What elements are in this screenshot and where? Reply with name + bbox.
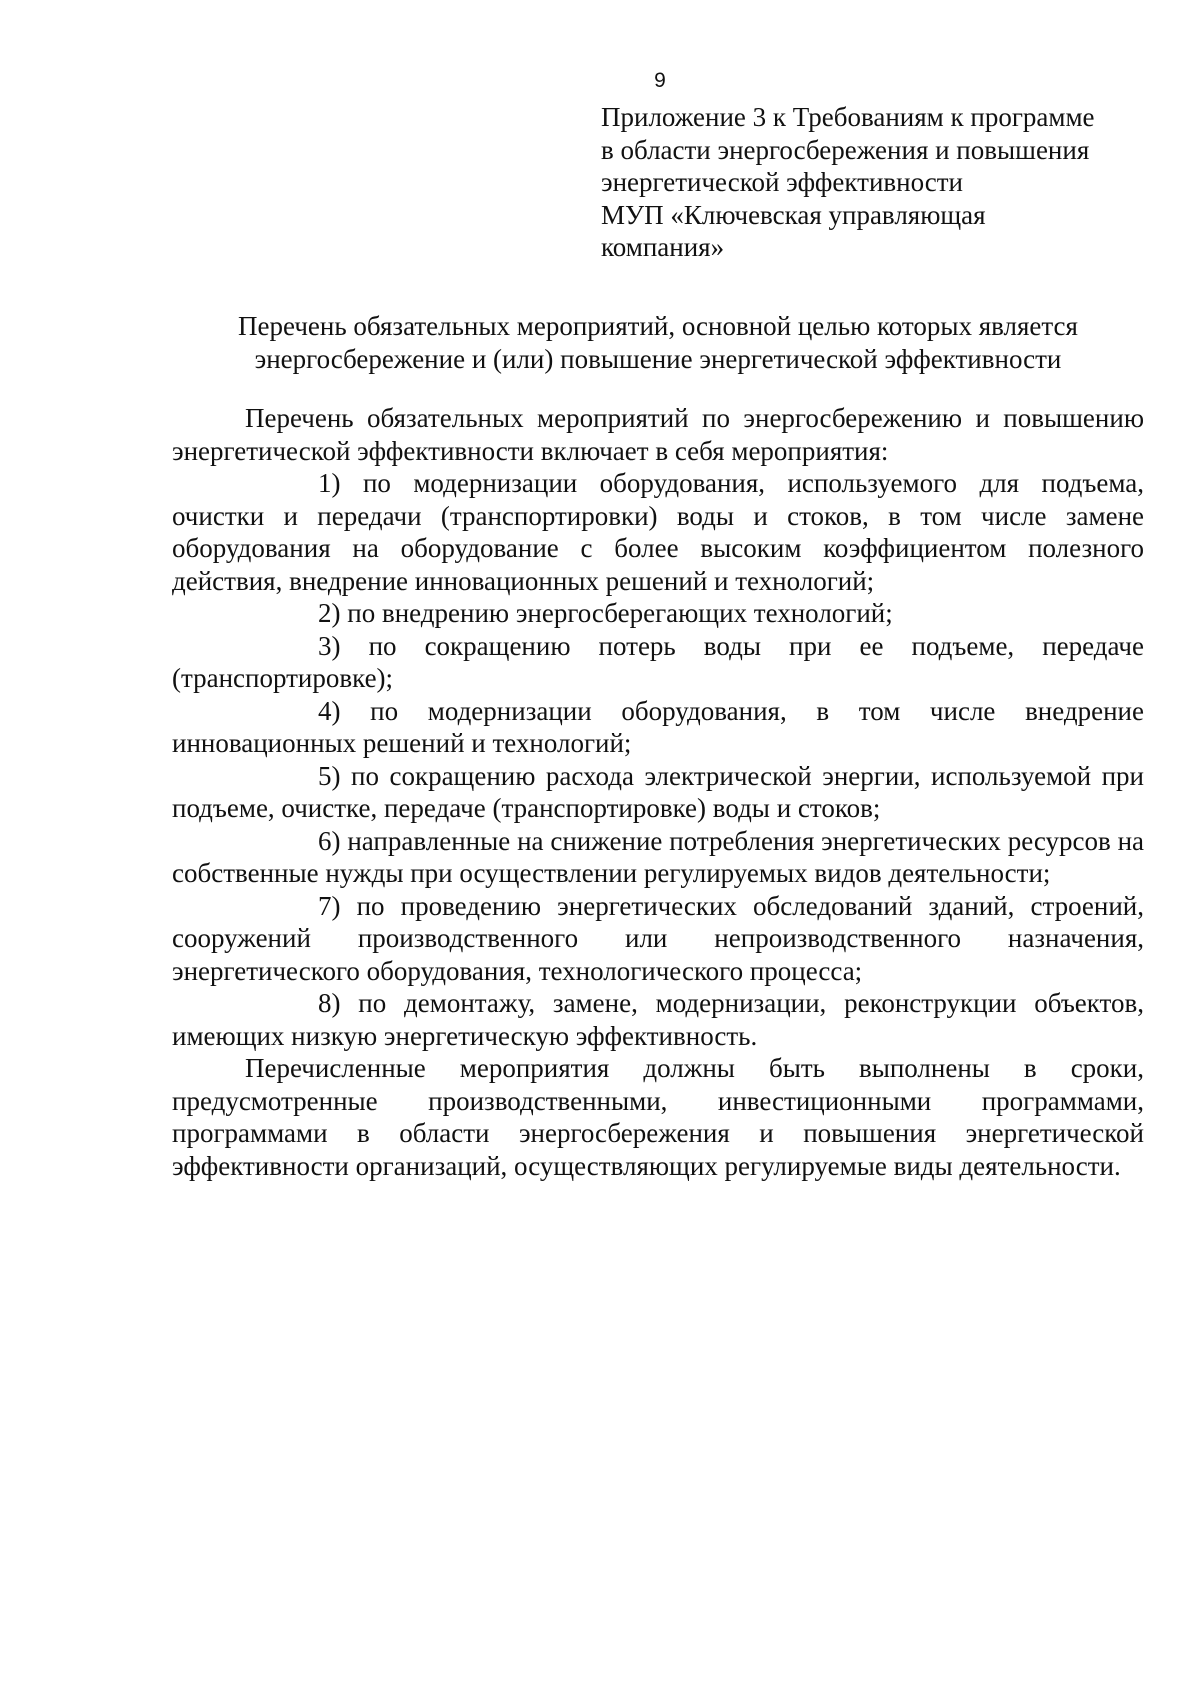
item-number: 1)	[318, 468, 341, 498]
item-text: по внедрению энергосберегающих технологий;	[347, 598, 893, 628]
item-text: по демонтажу, замене, модернизации, реконструкции объектов, имеющих низкую энергетическую эффективность.	[172, 988, 1144, 1051]
appendix-line: в области энергосбережения и повышения	[601, 134, 1090, 165]
title-line: энергосбережение и (или) повышение энергетической эффективности	[254, 343, 1062, 374]
list-item	[172, 987, 1144, 1052]
item-number: 7)	[318, 890, 341, 921]
list-item	[172, 890, 1144, 988]
closing-paragraph: Перечисленные мероприятия должны быть выполнены в сроки, предусмотренные производственными, инвестиционными программами, программами в области энергосбережения и повышения энергетической эффективности организаций, осуществляющих регулируемые виды деятельности.	[172, 1053, 1144, 1181]
page-number: 9	[654, 69, 666, 92]
list-item	[172, 695, 1144, 760]
title-line: Перечень обязательных мероприятий, основной целью которых является	[238, 311, 1078, 341]
item-number: 6)	[318, 825, 341, 856]
appendix-line: МУП «Ключевская управляющая	[601, 199, 986, 230]
item-number: 8)	[318, 988, 341, 1018]
item-number: 4)	[318, 695, 341, 726]
item-text: по сокращению расхода электрической энергии, используемой при подъеме, очистке, передаче (транспортировке) воды и стоков;	[172, 760, 1145, 823]
item-number: 3)	[318, 630, 341, 661]
list-item	[172, 597, 1144, 630]
intro-paragraph: Перечень обязательных мероприятий по энергосбережению и повышению энергетической эффективности включает в себя мероприятия:	[172, 403, 1144, 466]
document-title	[172, 310, 1144, 375]
item-number: 2)	[318, 598, 341, 628]
appendix-line: Приложение 3 к Требованиям к программе	[601, 102, 1095, 132]
appendix-line: энергетической эффективности	[601, 167, 963, 197]
item-text: направленные на снижение потребления энергетических ресурсов на собственные нужды при осуществлении регулируемых видов деятельности;	[172, 825, 1144, 888]
item-text: по проведению энергетических обследований зданий, строений, сооружений производственного или непроизводственного назначения, энергетического оборудования, технологического процесса;	[172, 890, 1144, 986]
item-number: 5)	[318, 760, 341, 791]
item-text: по модернизации оборудования, используемого для подъема, очистки и передачи (транспортировки) воды и стоков, в том числе замене оборудования на оборудование с более высоким коэффициентом полезного действия, внедрение инновационных решений и технологий;	[172, 468, 1144, 596]
appendix-line: компания»	[601, 232, 725, 262]
list-item	[172, 825, 1144, 890]
list-item	[172, 630, 1144, 695]
item-text: по сокращению потерь воды при ее подъеме, передаче (транспортировке);	[172, 630, 1144, 693]
list-item	[172, 760, 1144, 825]
document-body	[172, 402, 1144, 1182]
list-item	[172, 467, 1144, 597]
item-text: по модернизации оборудования, в том числе внедрение инновационных решений и технологий;	[172, 695, 1144, 758]
appendix-header	[601, 101, 1141, 264]
